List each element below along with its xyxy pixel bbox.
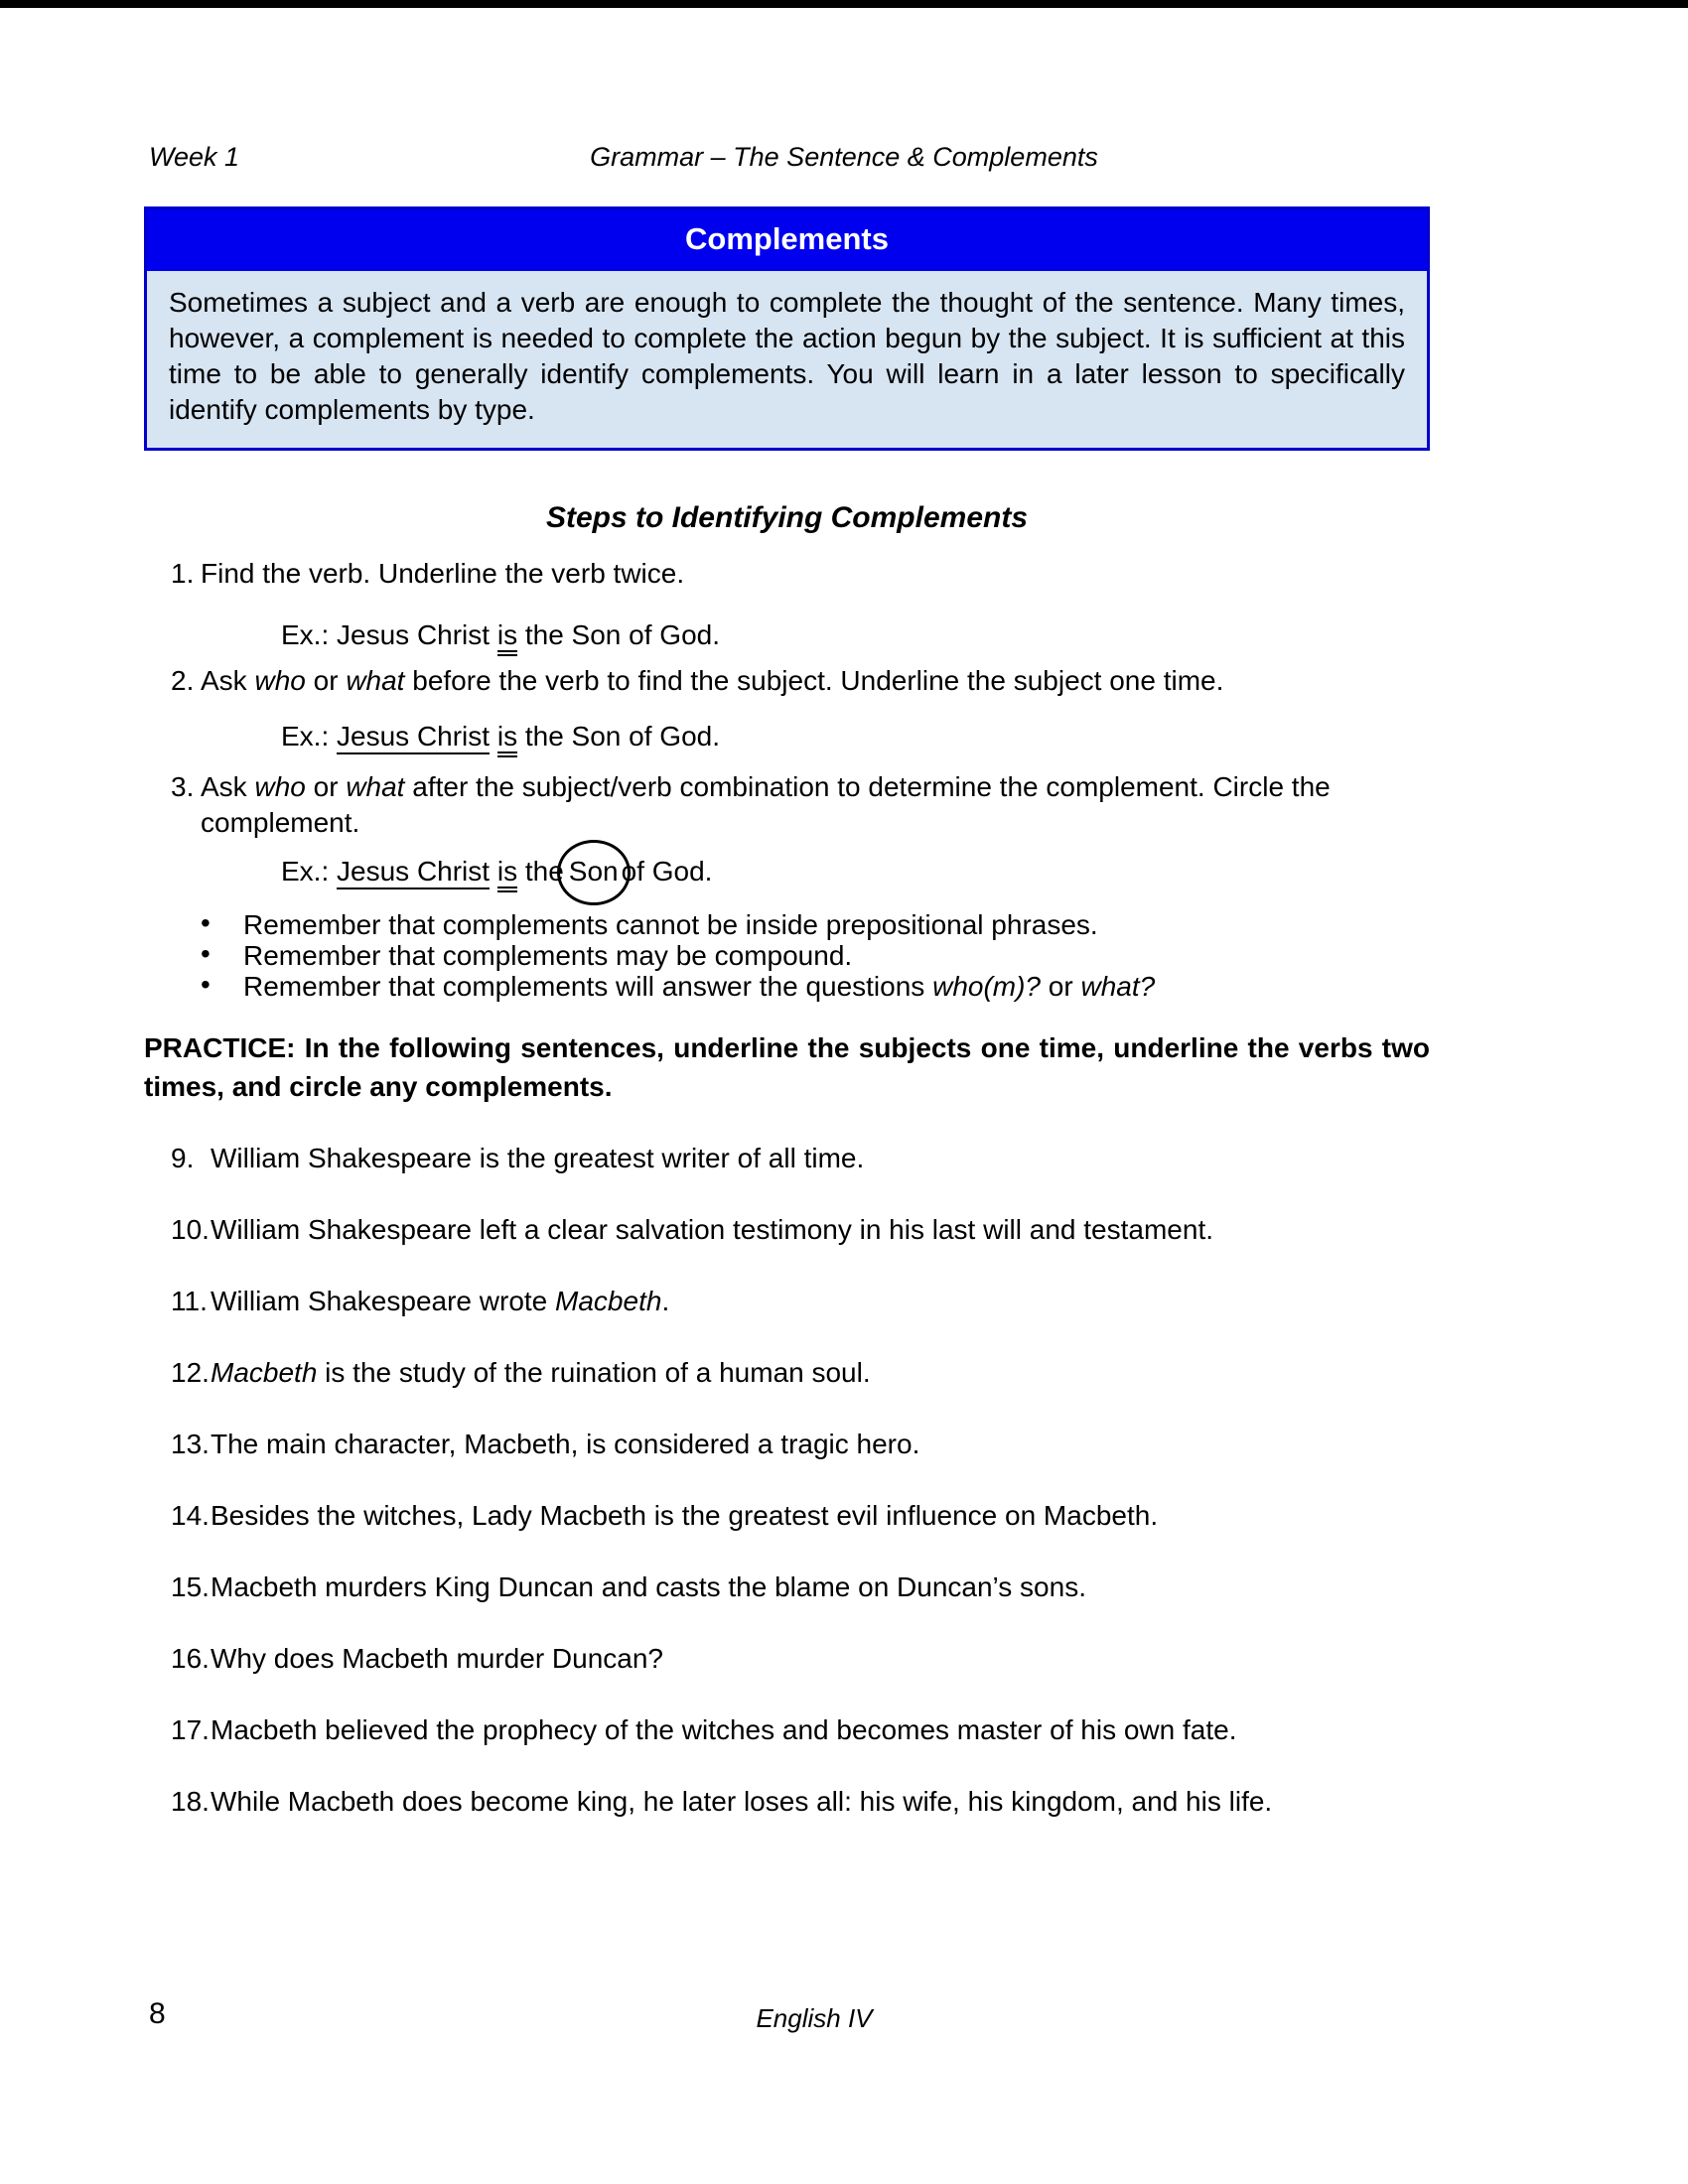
- complements-box: [144, 206, 1430, 451]
- complements-box-body: Sometimes a subject and a verb are enough to complete the thought of the sentence. Many times, however, a complement is needed to complete the action begun by the subject. It is sufficient at this time to be able to generally identify complements. You will learn in a later lesson to specifically identify complements by type.: [169, 287, 1405, 425]
- bullet-icon: •: [201, 969, 211, 1000]
- bullet-3-italic-whom: who(m)?: [932, 971, 1042, 1002]
- step-2-part: or: [305, 665, 347, 696]
- item-text-part: .: [661, 1286, 670, 1316]
- list-item: [171, 1500, 1432, 1532]
- example-1: [281, 617, 720, 653]
- footer-course-label: English IV: [756, 2003, 873, 2033]
- header-week-label: Week 1: [149, 142, 240, 172]
- item-number: 15.: [171, 1571, 210, 1602]
- bullet-3-italic-what: what?: [1080, 971, 1156, 1002]
- example-2: [281, 719, 720, 754]
- bullet-icon: •: [201, 907, 211, 938]
- item-number: 11.: [171, 1286, 208, 1316]
- list-item: [171, 1357, 1432, 1389]
- step-3-text: [201, 769, 1430, 841]
- item-text: While Macbeth does become king, he later loses all: his wife, his kingdom, and his life.: [211, 1786, 1273, 1817]
- example-3-subject-underlined: Jesus Christ: [337, 856, 490, 889]
- item-text: William Shakespeare is the greatest writer of all time.: [211, 1143, 865, 1173]
- example-3-verb-double-underlined: is: [497, 856, 517, 892]
- footer-page-number: 8: [149, 1997, 166, 2030]
- example-2-verb-double-underlined: is: [497, 721, 517, 757]
- step-3-part: after the subject/verb combination to determine the complement. Circle the: [404, 771, 1331, 802]
- bullet-item: [144, 971, 1430, 1002]
- item-text: William Shakespeare left a clear salvation testimony in his last will and testament.: [211, 1214, 1213, 1245]
- item-number: 13.: [171, 1429, 210, 1459]
- steps-heading: Steps to Identifying Complements: [545, 501, 1029, 534]
- item-number: 16.: [171, 1643, 210, 1674]
- bullet-text: Remember that complements may be compound.: [243, 940, 853, 971]
- item-number: 17.: [171, 1714, 210, 1745]
- example-3-prefix: Ex.:: [281, 856, 338, 887]
- example-1-rest: the Son of God.: [517, 619, 720, 650]
- example-3-complement-circled: Son: [557, 840, 631, 905]
- step-2-number: 2.: [171, 665, 195, 696]
- step-3-part: or: [305, 771, 347, 802]
- item-text: [211, 1286, 669, 1316]
- example-3: [281, 852, 712, 889]
- example-3-space: [490, 856, 497, 887]
- list-item: [171, 1429, 1432, 1460]
- example-2-space: [490, 721, 497, 751]
- list-item: [171, 1714, 1432, 1746]
- bullet-text: Remember that complements cannot be inside prepositional phrases.: [243, 909, 1098, 940]
- item-text: [211, 1357, 871, 1388]
- list-item: [171, 1286, 1432, 1317]
- example-2-subject-underlined: Jesus Christ: [337, 721, 490, 754]
- step-3-part: complement.: [201, 807, 360, 838]
- list-item: [171, 1643, 1432, 1675]
- step-1: [144, 556, 1430, 592]
- bullet-item: [144, 909, 1430, 940]
- item-text: Macbeth believed the prophecy of the witches and becomes master of his own fate.: [211, 1714, 1237, 1745]
- item-number: 14.: [171, 1500, 210, 1531]
- step-2-part: Ask: [201, 665, 255, 696]
- item-number: 10.: [171, 1214, 210, 1245]
- step-3-italic-who: who: [254, 771, 306, 802]
- item-text-part: is the study of the ruination of a human soul.: [317, 1357, 871, 1388]
- bullet-icon: •: [201, 938, 211, 969]
- step-2-part: before the verb to find the subject. Underline the subject one time.: [404, 665, 1224, 696]
- item-text: Besides the witches, Lady Macbeth is the greatest evil influence on Macbeth.: [211, 1500, 1159, 1531]
- example-2-prefix: Ex.:: [281, 721, 338, 751]
- step-2-italic-who: who: [254, 665, 306, 696]
- bullet-text: [243, 971, 1430, 1002]
- reminder-bullet-list: [144, 909, 1430, 1002]
- example-1-verb-double-underlined: is: [497, 619, 517, 656]
- step-3-part: Ask: [201, 771, 255, 802]
- list-item: [171, 1214, 1432, 1246]
- step-3: [144, 769, 1430, 841]
- item-text: Why does Macbeth murder Duncan?: [211, 1643, 663, 1674]
- example-3-mid: the: [517, 856, 564, 887]
- list-item: [171, 1786, 1432, 1818]
- complements-box-title: Complements: [147, 209, 1427, 271]
- practice-sentence-list: [171, 1143, 1432, 1857]
- bullet-item: [144, 940, 1430, 971]
- item-text-title-italic: Macbeth: [211, 1357, 318, 1388]
- step-1-number: 1.: [171, 558, 195, 589]
- step-2: [144, 663, 1430, 699]
- practice-instructions: PRACTICE: In the following sentences, underline the subjects one time, underline the verbs two times, and circle any complements.: [144, 1032, 1430, 1102]
- bullet-3-part: Remember that complements will answer the questions: [243, 971, 933, 1002]
- step-2-text: [201, 663, 1430, 699]
- example-1-prefix: Ex.: Jesus Christ: [281, 619, 497, 650]
- list-item: [171, 1571, 1432, 1603]
- step-2-italic-what: what: [346, 665, 405, 696]
- item-text-title-italic: Macbeth: [555, 1286, 662, 1316]
- list-item: [171, 1143, 1432, 1174]
- item-text: Macbeth murders King Duncan and casts the blame on Duncan’s sons.: [211, 1571, 1086, 1602]
- step-3-number: 3.: [171, 771, 195, 802]
- step-3-italic-what: what: [346, 771, 405, 802]
- item-number: 18.: [171, 1786, 210, 1817]
- step-1-text: Find the verb. Underline the verb twice.: [201, 558, 685, 589]
- item-number: 9.: [171, 1143, 195, 1173]
- item-number: 12.: [171, 1357, 210, 1388]
- item-text: The main character, Macbeth, is considered a tragic hero.: [211, 1429, 920, 1459]
- header-title: Grammar – The Sentence & Complements: [590, 142, 1098, 172]
- bullet-3-part: or: [1041, 971, 1081, 1002]
- item-text-part: William Shakespeare wrote: [211, 1286, 556, 1316]
- scan-artifact-top-edge: [0, 0, 1688, 8]
- example-3-rest: of God.: [621, 856, 713, 887]
- example-2-rest: the Son of God.: [517, 721, 720, 751]
